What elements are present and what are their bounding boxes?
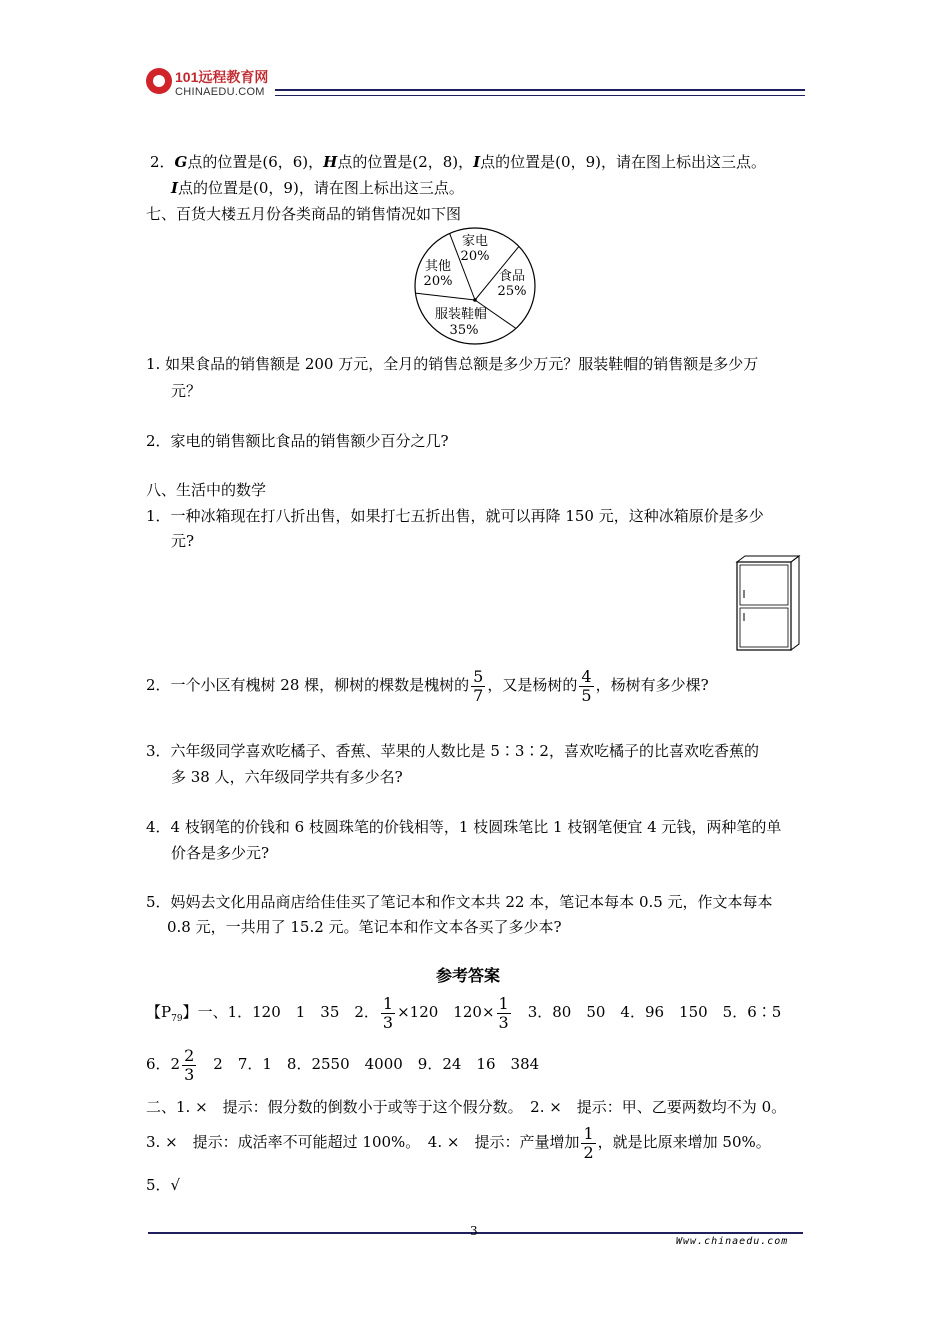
s8-q1-line1: 1．一种冰箱现在打八折出售，如果打七五折出售，就可以再降 150 元，这种冰箱原价是多少 <box>146 507 764 525</box>
s8-q3-line1: 3．六年级同学喜欢吃橘子、香蕉、苹果的人数比是 5∶3∶2，喜欢吃橘子的比喜欢吃香蕉的 <box>146 742 759 760</box>
boundary-fuzhuang-qita <box>415 293 475 300</box>
answers-title: 参考答案 <box>436 966 501 985</box>
pie-label-qita: 其他 <box>424 259 452 274</box>
logo-title: 101远程教育网 <box>175 69 269 85</box>
s8-q1-line2: 元? <box>171 532 195 550</box>
fraction-1-2: $\frac{1}{2}$ <box>583 1123 594 1162</box>
s8-q2: 2．一个小区有槐树 28 棵，柳树的棵数是槐树的 $\frac{5}{7}$ ，又是杨树的 $\frac{4}{5}$ ，杨树有多少棵? <box>146 666 709 705</box>
q6-2-line2: I点的位置是(0，9)，请在图上标出这三点。 <box>171 179 464 197</box>
fraction-2-3: $\frac{2}{3}$ <box>184 1045 195 1084</box>
page-number: 3 <box>470 1224 478 1238</box>
header-rule-thin <box>275 95 805 96</box>
pie-value-fuzhuang: 35% <box>449 323 479 338</box>
s7-q1-line1: 1. 如果食品的销售额是 200 万元，全月的销售总额是多少万元？服装鞋帽的销售额是多少万 <box>146 355 759 373</box>
answers-line2: 6．2 $\frac{2}{3}$ 2 7．1 8．2550 4000 9．24 16 384 <box>146 1045 540 1084</box>
s8-q4-line1: 4．4 枝钢笔的价钱和 6 枝圆珠笔的价钱相等，1 枝圆珠笔比 1 枝钢笔便宜 4 元钱，两种笔的单 <box>146 818 782 836</box>
fraction-1-3-b: $\frac{1}{3}$ <box>498 993 509 1032</box>
pie-value-jiadian: 20% <box>460 249 490 264</box>
pie-chart <box>409 224 541 348</box>
header-rule <box>275 89 805 91</box>
logo-subtitle: CHINAEDU.COM <box>175 86 265 98</box>
s7-q1-line2: 元？ <box>171 382 202 400</box>
section-7-heading: 七、百货大楼五月份各类商品的销售情况如下图 <box>146 205 462 223</box>
s8-q5-line1: 5．妈妈去文化用品商店给佳佳买了笔记本和作文本共 22 本，笔记本每本 0.5 元，作文本每本 <box>146 893 773 911</box>
refrigerator-icon <box>733 554 803 652</box>
section-8-heading: 八、生活中的数学 <box>146 481 267 499</box>
pie-label-fuzhuang: 服装鞋帽 <box>434 307 488 322</box>
s8-q3-line2: 多 38 人，六年级同学共有多少名? <box>171 768 403 786</box>
answers-line4: 3. × 提示：成活率不可能超过 100%。 4. × 提示：产量增加 $\frac{1}{2}$ ，就是比原来增加 50%。 <box>146 1123 771 1162</box>
answers-line5: 5．√ <box>146 1176 181 1194</box>
fraction-1-3-a: $\frac{1}{3}$ <box>382 993 394 1032</box>
pie-value-shipin: 25% <box>497 284 527 299</box>
q6-2-line1: 2．G点的位置是(6，6)，H点的位置是(2，8)，I点的位置是(0，9)，请在图上标出这三点。 <box>150 153 766 171</box>
s8-q4-line2: 价各是多少元? <box>171 844 270 862</box>
logo-icon <box>146 68 172 94</box>
pie-label-shipin: 食品 <box>498 269 526 284</box>
pie-label-jiadian: 家电 <box>461 234 489 249</box>
answers-line1: 【$P_{79}$】一、1．120 1 35 2． $\frac{1}{3}$ ×120 120× $\frac{1}{3}$ 3．80 50 4．96 150 5．6∶5 <box>146 993 782 1032</box>
s7-q2: 2．家电的销售额比食品的销售额少百分之几? <box>146 432 449 450</box>
answers-line3: 二、1. × 提示：假分数的倒数小于或等于这个假分数。 2. × 提示：甲、乙要两数均不为 0。 <box>146 1098 787 1116</box>
footer-url: Www.chinaedu.com <box>676 1236 789 1247</box>
fraction-4-5: $\frac{4}{5}$ <box>581 666 592 705</box>
s8-q5-line2: 0.8 元，一共用了 15.2 元。笔记本和作文本各买了多少本? <box>167 918 562 936</box>
fraction-5-7: $\frac{5}{7}$ <box>473 666 484 705</box>
pie-center-dot <box>473 298 477 302</box>
pie-value-qita: 20% <box>423 274 453 289</box>
